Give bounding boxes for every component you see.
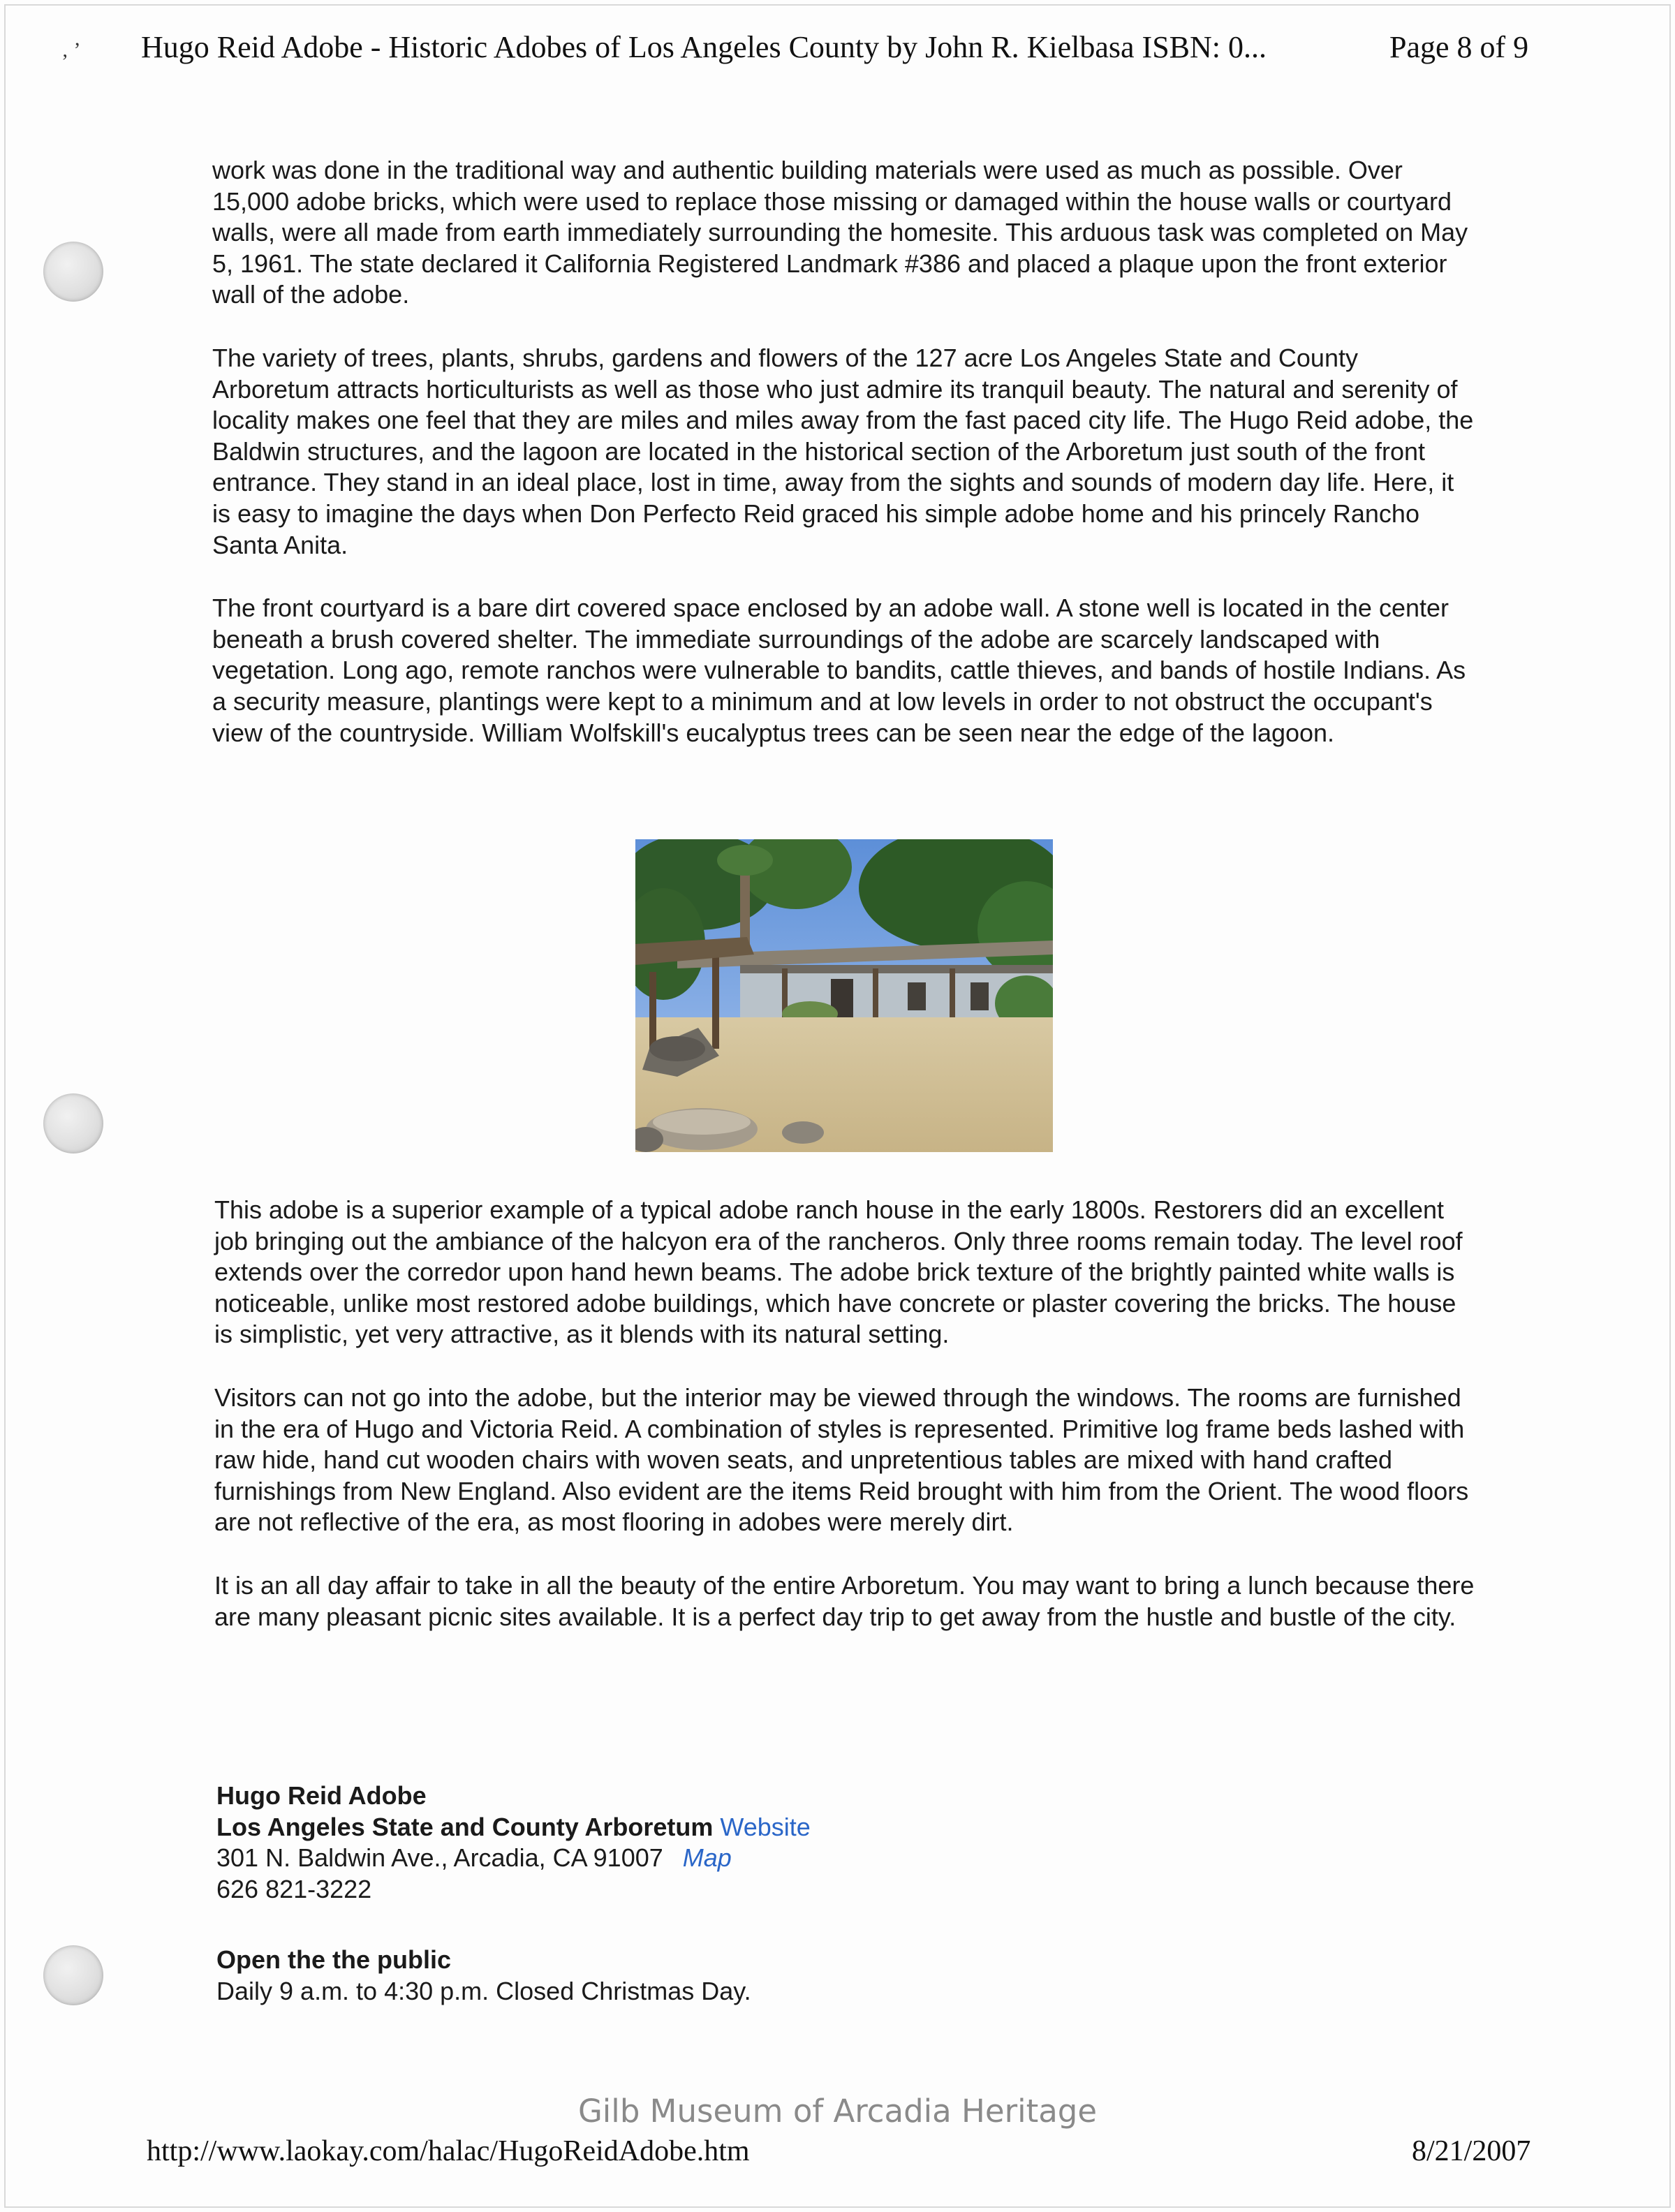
map-link[interactable]: Map	[682, 1843, 732, 1873]
footer-date: 8/21/2007	[1412, 2135, 1531, 2167]
print-header	[61, 29, 1549, 65]
phone-number: 626 821-3222	[216, 1874, 372, 1903]
paragraph: Visitors can not go into the adobe, but the interior may be viewed through the windows. The rooms are furnished in the era of Hugo and Victoria Reid. A combination of styles is represented. Primitive log frame beds lashed with raw hide, hand cut wooden chairs with woven seats, and unpretentious tables are mixed with hand crafted furnishings from New England. Also evident are the items Reid brought with him from the Orient. The wood floors are not reflective of the era, as most flooring in adobes were merely dirt.	[214, 1382, 1469, 1537]
article-body-bottom	[214, 1195, 1478, 1665]
adobe-photo	[635, 839, 1053, 1152]
page-number: Page 8 of 9	[1389, 30, 1529, 64]
binder-hole-middle	[43, 1093, 103, 1153]
footer-url: http://www.laokay.com/halac/HugoReidAdobe.htm	[147, 2135, 750, 2167]
binder-hole-bottom	[43, 1945, 103, 2005]
page-title: Hugo Reid Adobe - Historic Adobes of Los Angeles County by John R. Kielbasa ISBN: 0...	[141, 30, 1267, 64]
binder-hole-top	[43, 242, 103, 302]
paragraph: It is an all day affair to take in all the beauty of the entire Arboretum. You may want to bring a lunch because there are many pleasant picnic sites available. It is a perfect day trip to get away from the hustle and bustle of the city.	[214, 1570, 1475, 1631]
paragraph: This adobe is a superior example of a typical adobe ranch house in the early 1800s. Restorers did an excellent job bringing out the ambiance of the halcyon era of the rancheros. Only three rooms remain today. The level roof extends over the corredor upon hand hewn beams. The adobe brick texture of the brightly painted white walls is noticeable, unlike most restored adobe buildings, which have concrete or plaster covering the bricks. The house is simplistic, yet very attractive, as it blends with its natural setting.	[214, 1195, 1463, 1349]
paragraph: The variety of trees, plants, shrubs, gardens and flowers of the 127 acre Los Angeles State and County Arboretum attracts horticulturists as well as those who just admire its tranquil beauty. The natural and serenity of locality makes one feel that they are miles and miles away from the fast paced city life. The Hugo Reid adobe, the Baldwin structures, and the lagoon are located in the historical section of the Arboretum just south of the front entrance. They stand in an ideal place, lost in time, away from the sights and sounds of modern day life. Here, it is easy to imagine the days when Don Perfecto Reid graced his simple adobe home and his princely Rancho Santa Anita.	[212, 343, 1474, 559]
opening-hours	[216, 1945, 751, 2007]
article-body-top	[212, 155, 1476, 781]
website-link[interactable]: Website	[720, 1812, 811, 1841]
site-name: Hugo Reid Adobe	[216, 1781, 427, 1810]
arboretum-name: Los Angeles State and County Arboretum	[216, 1812, 714, 1841]
hours-heading: Open the the public	[216, 1945, 452, 1974]
header-marks: ‚ ’	[61, 38, 81, 61]
contact-info	[216, 1780, 811, 1905]
paragraph: The front courtyard is a bare dirt covered space enclosed by an adobe wall. A stone well is located in the center beneath a brush covered shelter. The immediate surroundings of the adobe are scarcely landscaped with vegetation. Long ago, remote ranchos were vulnerable to bandits, cattle thieves, and bands of hostile Indians. As a security measure, plantings were kept to a minimum and at low levels in order to not obstruct the occupant's view of the countryside. William Wolfskill's eucalyptus trees can be seen near the edge of the lagoon.	[212, 593, 1466, 747]
watermark: Gilb Museum of Arcadia Heritage	[577, 2093, 1098, 2130]
address: 301 N. Baldwin Ave., Arcadia, CA 91007	[216, 1843, 663, 1873]
hours-text: Daily 9 a.m. to 4:30 p.m. Closed Christmas Day.	[216, 1976, 751, 2005]
paragraph: work was done in the traditional way and authentic building materials were used as much as possible. Over 15,000 adobe bricks, which were used to replace those missing or damaged within the house walls or courtyard walls, were all made from earth immediately surrounding the homesite. This arduous task was completed on May 5, 1961. The state declared it California Registered Landmark #386 and placed a plaque upon the front exterior wall of the adobe.	[212, 156, 1468, 309]
